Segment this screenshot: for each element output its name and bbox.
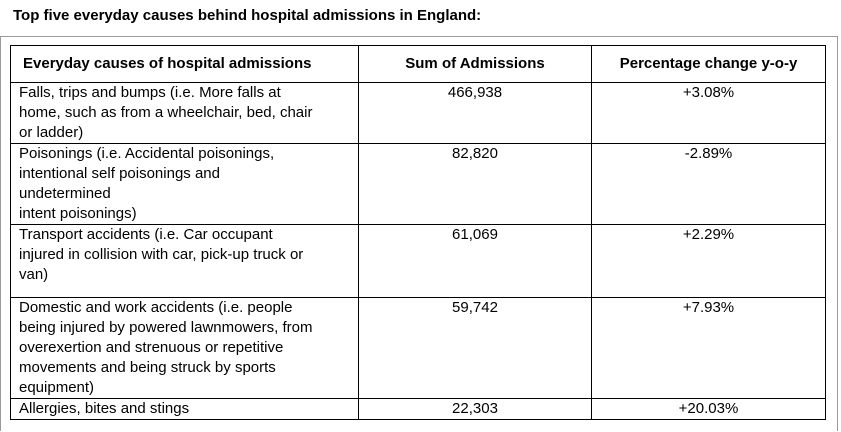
admissions-cell: 466,938	[359, 83, 592, 144]
admissions-cell: 61,069	[359, 225, 592, 298]
table-row	[11, 144, 826, 225]
table-row	[11, 83, 826, 144]
change-cell: -2.89%	[592, 144, 826, 225]
change-cell: +3.08%	[592, 83, 826, 144]
header-change: Percentage change y-o-y	[592, 46, 826, 83]
cause-cell: Poisonings (i.e. Accidental poisonings, intentional self poisonings and undetermined intent poisonings)	[11, 144, 359, 225]
admissions-cell: 82,820	[359, 144, 592, 225]
table-header-row	[11, 46, 826, 83]
table-row	[11, 399, 826, 420]
admissions-table	[10, 45, 826, 420]
table-row	[11, 225, 826, 298]
change-cell: +2.29%	[592, 225, 826, 298]
cause-cell: Domestic and work accidents (i.e. people being injured by powered lawnmowers, from overexertion and strenuous or repetitive movements and being struck by sports equipment)	[11, 298, 359, 399]
cause-cell: Allergies, bites and stings	[11, 399, 359, 420]
header-cause: Everyday causes of hospital admissions	[11, 46, 359, 83]
header-admissions: Sum of Admissions	[359, 46, 592, 83]
page-title: Top five everyday causes behind hospital admissions in England:	[13, 7, 482, 24]
cause-cell: Transport accidents (i.e. Car occupant injured in collision with car, pick-up truck or van)	[11, 225, 359, 298]
change-cell: +7.93%	[592, 298, 826, 399]
cause-cell: Falls, trips and bumps (i.e. More falls at home, such as from a wheelchair, bed, chair or ladder)	[11, 83, 359, 144]
admissions-cell: 59,742	[359, 298, 592, 399]
admissions-cell: 22,303	[359, 399, 592, 420]
table-row	[11, 298, 826, 399]
change-cell: +20.03%	[592, 399, 826, 420]
